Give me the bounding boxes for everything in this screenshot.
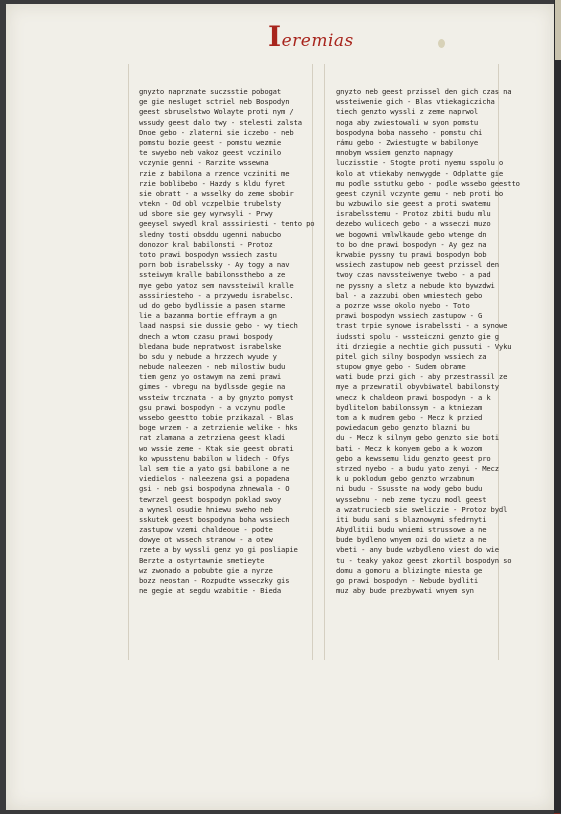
text-line: bal - a zazzubi oben wmiestech gebo	[336, 290, 483, 300]
text-line: tewrzel geest bospodyn poklad swoy	[139, 494, 282, 504]
text-line: wo wssie zeme - Ktak sie geest obrati	[139, 443, 294, 453]
text-line: israbelsstemu - Protoz zbiti budu mlu	[336, 209, 491, 219]
text-line: geest czynil vczynte gemu - neb proti bo	[336, 188, 504, 198]
text-line: ud sbore sie gey wyrwsyli - Prwy	[139, 209, 273, 219]
text-line: wssteiw trcznata - a by gnyzto pomyst	[139, 392, 294, 402]
text-line: sledny tosti obsddu ugenni nabucbo	[139, 229, 282, 239]
text-line: nebude naleezen - neb milostiw budu	[139, 362, 286, 372]
text-line: strzed nyebo - a budu yato zenyi - Mecz	[336, 463, 499, 473]
text-line: geest sbruselstwo Wolayte proti nym /	[139, 107, 294, 117]
text-line: krwabie pyssny tu prawi bospodyn bob	[336, 250, 487, 259]
text-line: asssiriesteho - a przywedu israbelsc.	[139, 290, 294, 300]
right-text-column	[336, 87, 520, 596]
text-line: domu a gomoru a blizingte miesta ge	[336, 565, 483, 575]
text-line: a wynesl osudie hniewu sweho neb	[139, 504, 273, 514]
text-line: luczisstie - Stogte proti nyemu sspolu o	[336, 158, 504, 168]
text-line: rámu gebo - Zwiestugte w babilonye	[336, 137, 479, 147]
text-line: mnobym wssiem genzto napnagy	[336, 148, 453, 158]
text-line: wyssebnu - neb zeme tyczu modl geest	[336, 494, 487, 504]
text-line: k u poklodum gebo genzto wrzabnum	[336, 474, 474, 484]
text-line: wssteiwenie gich - Blas vtiekagiczicha	[336, 97, 495, 107]
text-line: bude bydleno wnyem ozi do wietz a ne	[336, 535, 487, 545]
text-line: porn bob israbelssky - Ay togy a nav	[139, 260, 290, 270]
text-line: rzie boblibebo - Hazdy s kldu fyret	[139, 178, 286, 188]
text-line: we bogowni vmlwlkaude gebo wtenge dn	[336, 229, 487, 239]
text-line: twoy czas navssteiwenye twebo - a pad	[336, 270, 491, 280]
text-line: ssteiwym kralle babilonssthebo a ze	[139, 270, 286, 280]
binding-edge	[554, 0, 561, 813]
text-line: du - Mecz k silnym gebo genzto sie boti	[336, 433, 499, 443]
text-line: prawi bospodyn wssiech zastupow - G	[336, 311, 483, 321]
text-line: lal sem tie a yato gsi babilone a ne	[139, 463, 290, 473]
text-line: a wzatruciecb sie sweliczie - Protoz bydl	[336, 504, 508, 514]
text-line: trast trpie synowe israbelssti - a synowe	[336, 321, 508, 331]
text-line: iudssti spolu - wssteiczni genzto gie g	[336, 331, 499, 341]
text-line: ko wpusstenu babilon w lidech - Ofys	[139, 453, 290, 463]
text-line: geeysel swyedl kral asssiriesti - tento po	[139, 219, 315, 229]
text-line: tom a k mudrem gebo - Mecz k przied	[336, 413, 483, 422]
text-line: mye a przewratil obyvbiwatel babilonsty	[336, 382, 499, 392]
text-line: go prawi bospodyn - Nebude bydliti	[336, 576, 479, 585]
text-line: bu wzbuwilo sie geest a proti swatemu	[336, 199, 491, 209]
text-line: wssebo geestto tobie przikazal - Blas	[139, 413, 294, 422]
text-line: to bo dne prawi bospodyn - Ay gez na	[336, 239, 487, 249]
text-line: pitel gich silny bospodyn wssiech za	[336, 351, 487, 361]
manuscript-page	[6, 4, 554, 810]
text-line: iti drziegie a nechtie gich pussuti - Vyku	[336, 341, 512, 351]
text-line: ne pyssny a sletz a nebude kto bywzdwi	[336, 280, 495, 290]
text-line: laad naspsi sie dussie gebo - wy tiech	[139, 321, 298, 331]
text-line: tu - teaky yakoz geest zkortil bospodyn so	[336, 555, 512, 565]
text-line: dnech a wtom czasu prawi bospody	[139, 331, 273, 341]
text-line: bospodyna boba nasseho - pomstu chi	[336, 127, 483, 137]
text-line: gebo a kewssemu lidu genzto geest pro	[336, 453, 491, 463]
text-line: wz zwonado a pobubte gie a nyrze	[139, 565, 273, 575]
text-line: ge gie nesluget sctriel neb Bospodyn	[139, 97, 290, 107]
text-line: bati - Mecz k konyem gebo a k wozom	[336, 443, 483, 453]
text-line: dezebo wulicech gebo - a wsseczi muzo	[336, 219, 491, 229]
ruling-line	[312, 64, 313, 660]
text-line: gimes - vbregu na bydlssde gegie na	[139, 382, 286, 392]
text-line: boge wrzem - a zetrzienie welike - hks	[139, 423, 298, 433]
text-line: donozor kral babilonsti - Protoz	[139, 239, 273, 249]
text-line: dowye ot wssech stranow - a otew	[139, 535, 273, 545]
text-line: bo sdu y nebude a hrzzech wyude y	[139, 351, 277, 361]
text-line: wssiech zastupow neb geest przissel den	[336, 260, 499, 270]
running-head-initial: I	[268, 20, 282, 53]
text-line: viedielos - naleezena gsi a popadena	[139, 474, 290, 484]
text-line: vbeti - any bude wzbydleno viest do wie	[336, 545, 499, 555]
text-line: Abydlitii budu wniemi strussowe a ne	[336, 525, 487, 535]
text-line: stupow gmye gebo - Sudem obrame	[336, 362, 466, 372]
text-line: ni budu - Ssusste na wody gebo budu	[336, 484, 483, 494]
ruling-line	[324, 64, 325, 660]
ruling-line	[128, 64, 129, 660]
text-line: wnecz k chaldeom prawi bospodyn - a k	[336, 392, 491, 402]
text-line: toto prawi bospodyn wssiech zastu	[139, 250, 277, 259]
running-head	[268, 20, 354, 53]
text-line: rat zlamana a zetrziena geest kladi	[139, 433, 286, 443]
text-line: noga aby zwiestowali w syon pomstu	[336, 117, 479, 127]
text-line: rzie z babilona a rzence vcziniti me	[139, 168, 290, 178]
text-line: zastupow vzemi chaldeoue - podte	[139, 525, 273, 535]
text-line: sskutek geest bospodyna boha wssiech	[139, 514, 290, 524]
text-line: mye gebo yatoz sem navssteiwil kralle	[139, 280, 294, 290]
text-line: ne gegie at segdu wzabitie - Bieda	[139, 586, 282, 596]
text-line: gnyzto naprznate suczsstie pobogat	[139, 87, 282, 96]
text-line: vtekn - Od obl vczpelbie trubelsty	[139, 199, 282, 209]
text-line: powiedacum gebo genzto blazni bu	[336, 423, 470, 433]
text-line: kolo at vtiekaby nenwygde - Odplatte gie	[336, 168, 504, 178]
left-text-column	[139, 87, 315, 596]
text-line: wssudy geest dalo twy - stelesti zalsta	[139, 117, 302, 127]
text-line: Berzte a ostyrtawnie smetieyte	[139, 555, 265, 565]
text-line: a pozrze wsse okolo nyebo - Toto	[336, 300, 470, 310]
page-tab	[555, 0, 561, 60]
text-line: tiem genz yo ostawym na zemi prawi	[139, 372, 282, 382]
text-line: pomstu bozie geest - pomstu wezmie	[139, 137, 282, 147]
text-line: bydlitelom babilonssym - a ktniezam	[336, 402, 483, 412]
text-line: vczynie genni - Rarzite wssewna	[139, 158, 269, 168]
text-line: Dnoe gebo - zlaterni sie iczebo - neb	[139, 127, 294, 137]
text-line: te swyebo neb vakoz geest vczinilo	[139, 148, 282, 158]
text-line: sie obratt - a wsselky do zeme sbobir	[139, 188, 294, 198]
text-line: rzete a by wyssli genz yo gi posliapie	[139, 545, 298, 555]
text-line: wati bude przi gich - aby przestrassil ze	[336, 372, 508, 382]
text-line: gsu prawi bospodyn - a vczynu podle	[139, 402, 286, 412]
text-line: bozz neostan - Rozpudte wsseczky gis	[139, 576, 290, 585]
text-line: gnyzto neb geest przissel den gich czas na	[336, 87, 512, 96]
text-line: lie a bazanma bortie effraym a gn	[139, 311, 277, 321]
text-line: muz aby bude prezbywati wnyem syn	[336, 586, 474, 596]
text-line: iti budu sani s blaznowymi sfedrnyti	[336, 514, 487, 524]
text-line: gsi - neb gsi bospodyna zhnewala - O	[139, 484, 290, 494]
text-line: mu podle sstutku gebo - podle wssebo geestto	[336, 178, 520, 188]
text-line: tiech genzto wyssli z zeme naprwol	[336, 107, 479, 117]
text-line: ud do gebo bydlissie a pasen starme	[139, 300, 286, 310]
parchment-spot	[438, 39, 445, 48]
running-head-text: eremias	[281, 31, 354, 51]
text-line: bledana bude nepratwost israbelske	[139, 341, 282, 351]
